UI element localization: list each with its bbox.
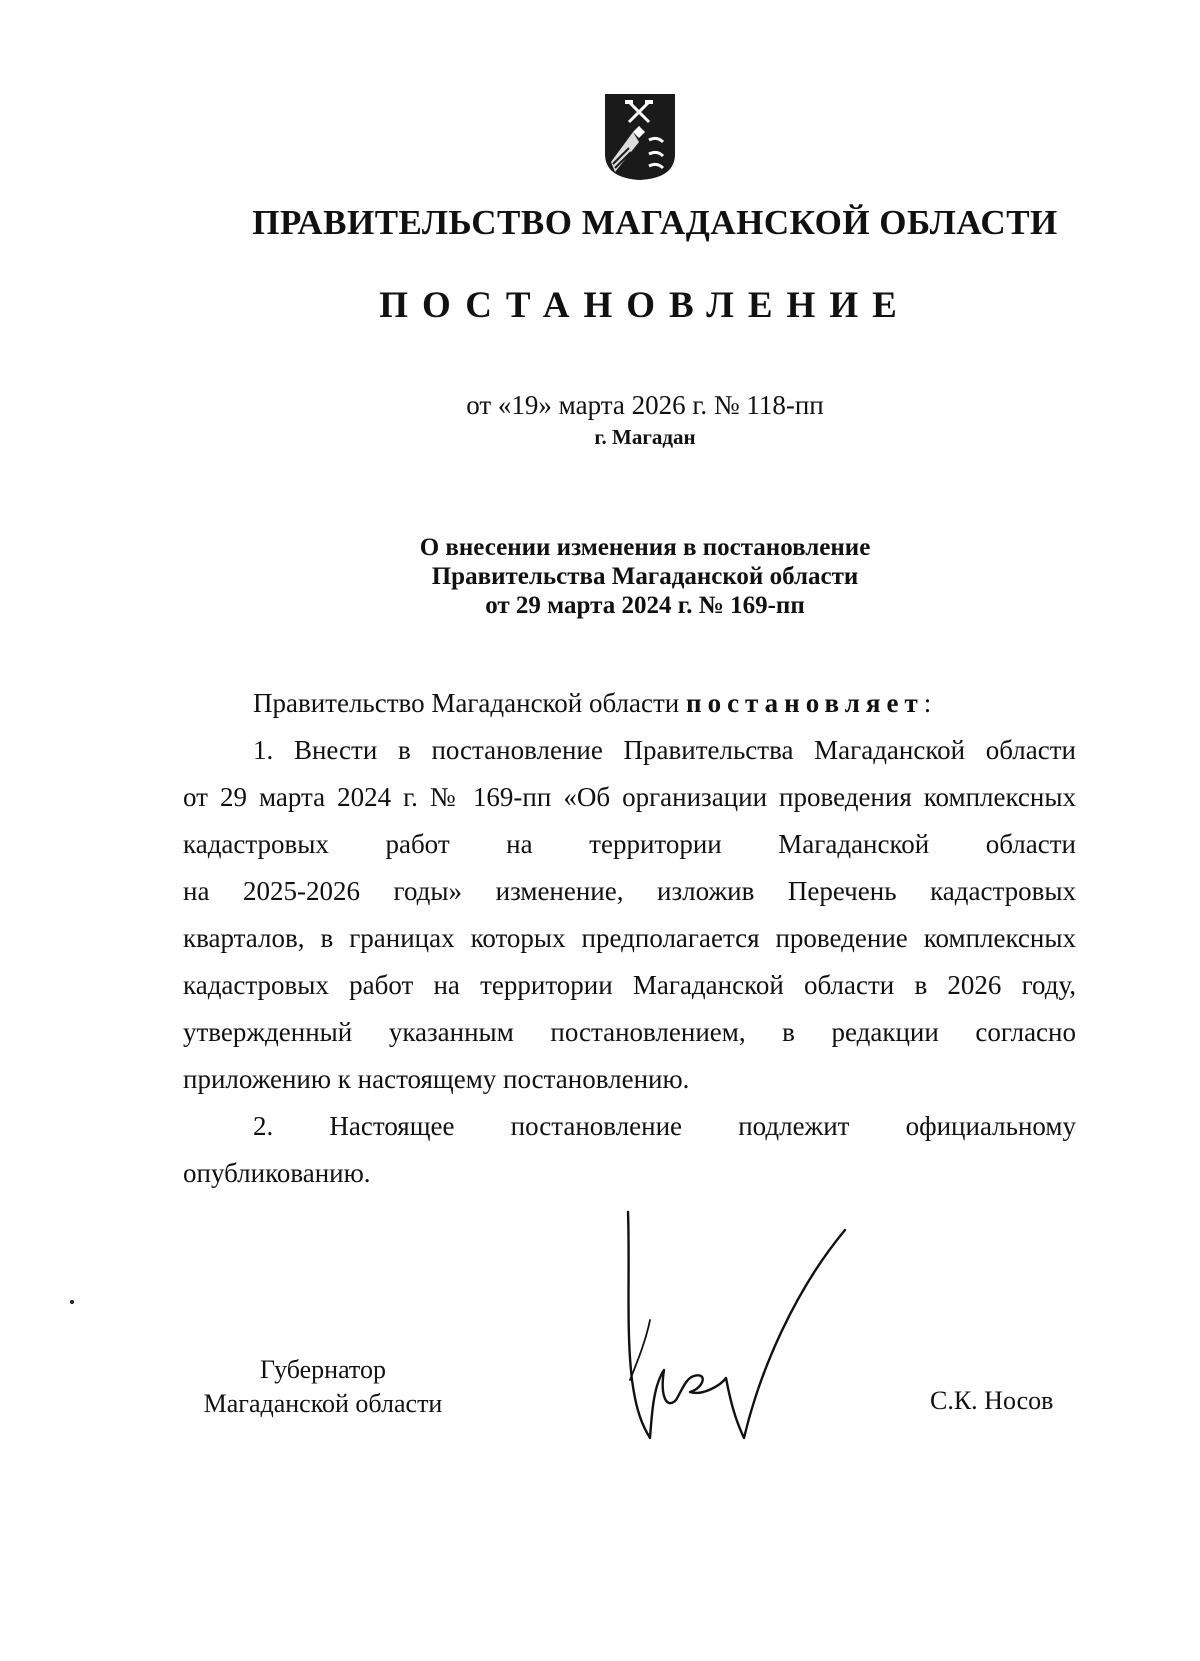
item-1-line: кадастровых работ на территории Магаданской области в 2026 году,	[183, 970, 1076, 1000]
subject-line: О внесении изменения в постановление	[419, 534, 871, 561]
document-subject	[0, 533, 1200, 620]
organization-title: ПРАВИТЕЛЬСТВО МАГАДАНСКОЙ ОБЛАСТИ	[252, 203, 1058, 242]
signer-name: С.К. Носов	[930, 1386, 1054, 1415]
item-1-line: кварталов, в границах которых предполагается проведение комплексных	[183, 923, 1076, 953]
item-1-line: утвержденный указанным постановлением, в редакции согласно	[183, 1017, 1076, 1047]
signer-position-line: Магаданской области	[203, 1389, 443, 1418]
document-type: ПОСТАНОВЛЕНИЕ	[379, 285, 911, 326]
item-1-line: от 29 марта 2024 г. № 169-пп «Об организации проведения комплексных	[183, 782, 1076, 812]
document-body	[183, 680, 1076, 1197]
document-date-number: от «19» марта 2026 г. № 118-пп	[466, 390, 824, 420]
item-1-line: приложению к настоящему постановлению.	[183, 1064, 690, 1094]
signature-image	[620, 1210, 850, 1450]
preamble	[183, 680, 1076, 727]
preamble-keyword: постановляет	[686, 688, 924, 718]
scan-speck	[70, 1300, 74, 1304]
document-city: г. Магадан	[594, 425, 696, 449]
subject-line: от 29 марта 2024 г. № 169-пп	[485, 592, 805, 619]
preamble-end: :	[923, 688, 932, 718]
signer-position-line: Губернатор	[260, 1355, 386, 1384]
preamble-text: Правительство Магаданской области	[253, 688, 687, 718]
item-1-line: 1. Внести в постановление Правительства Магаданской области	[253, 735, 1076, 765]
item-2-line: 2. Настоящее постановление подлежит официальному	[253, 1111, 1076, 1141]
item-2-line: опубликованию.	[183, 1158, 371, 1188]
coat-of-arms-icon	[603, 92, 677, 182]
signer-position	[183, 1353, 463, 1421]
subject-line: Правительства Магаданской области	[431, 563, 859, 590]
item-1-line: на 2025-2026 годы» изменение, изложив Перечень кадастровых	[183, 876, 1076, 906]
item-1-line: кадастровых работ на территории Магаданской области	[183, 829, 1076, 859]
